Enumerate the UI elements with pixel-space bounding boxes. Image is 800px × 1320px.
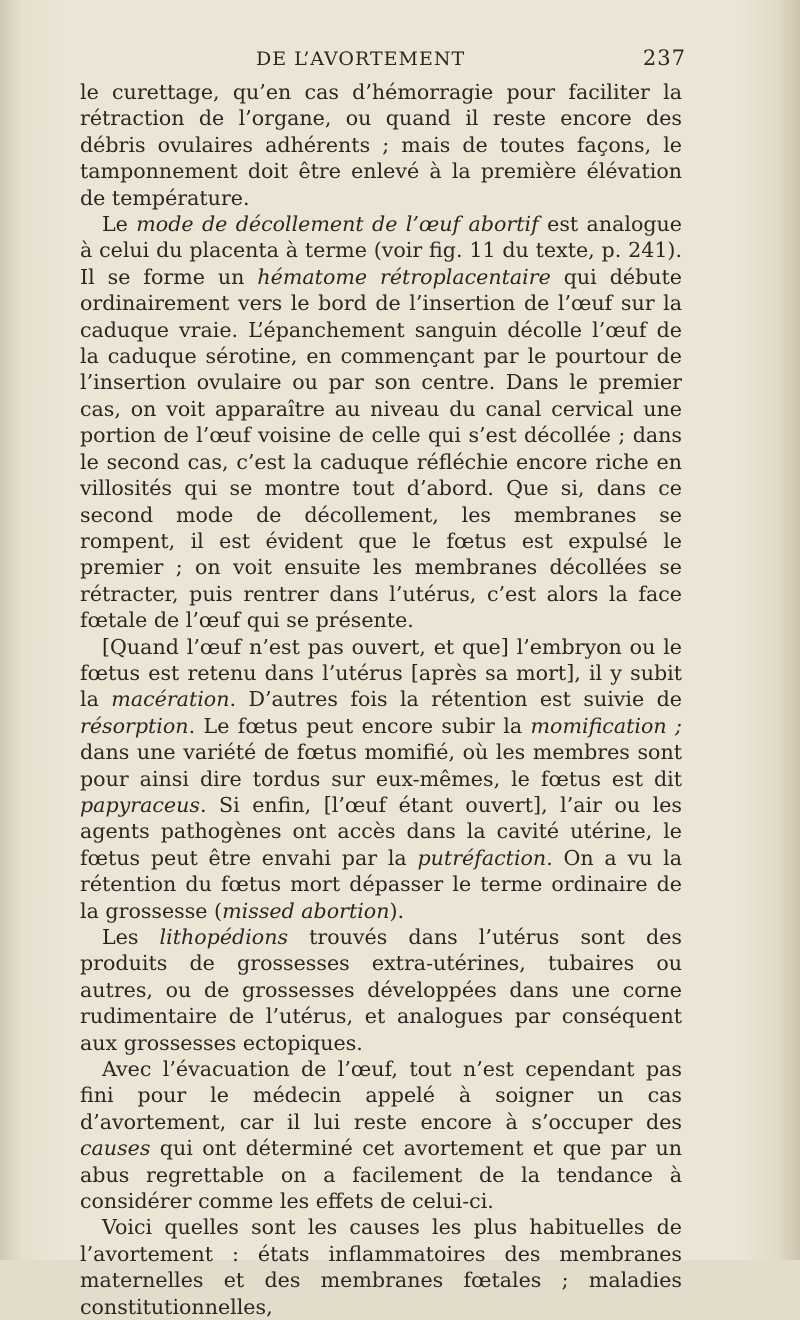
- text-run: . D’autres fois la rétention est suivie de: [229, 687, 682, 712]
- paragraph: [80, 634, 682, 924]
- italic-term: lithopédions: [159, 925, 289, 949]
- text-run: dans une variété de fœtus momifié, où les membres sont pour ainsi dire tordus sur eux-mêmes, le fœtus est dit: [80, 740, 682, 791]
- running-title: DE L’AVORTEMENT: [256, 48, 466, 70]
- italic-term: papyraceus: [80, 792, 200, 817]
- text-run: . On a vu la rétention du fœtus mort dépasser le terme ordinaire de la grossesse (: [80, 845, 683, 923]
- page-number: 237: [642, 46, 686, 70]
- italic-term: missed abortion: [222, 898, 390, 923]
- text-run: trouvés dans l’utérus sont des produits de grossesses extra-utérines, tubaires ou autres, ou de grossesses développées dans une corne rudimentaire de l’utérus, et analogues par conséquent aux grossesses ectopiques.: [80, 925, 682, 1055]
- paragraph: [80, 211, 682, 634]
- text-run: . Le fœtus peut encore subir la: [188, 713, 531, 738]
- italic-term: momification ;: [530, 713, 682, 738]
- text-run: [Quand l’œuf n’est pas ouvert, et que] l’embryon ou le fœtus est retenu dans l’utérus [après sa mort], il y subit la: [80, 634, 682, 712]
- italic-term: causes: [80, 1136, 151, 1161]
- text-run: ).: [389, 898, 405, 923]
- italic-term: putréfaction: [417, 845, 547, 870]
- italic-term: mode de décollement de l’œuf abortif: [136, 212, 539, 237]
- text-run: Le: [102, 212, 137, 237]
- paragraph: [80, 79, 682, 211]
- italic-term: résorption: [80, 713, 189, 738]
- text-run: qui ont déterminé cet avortement et que par un abus regrettable on a facilement de la tendance à considérer comme les effets de celui-ci.: [80, 1136, 682, 1214]
- text-run: Voici quelles sont les causes les plus habituelles de l’avortement : états inflammatoires des membranes maternelles et des membranes fœtales ; maladies constitutionnelles,: [80, 1215, 682, 1319]
- italic-term: macération: [111, 687, 230, 712]
- text-run: est analogue à celui du placenta à terme (voir fig. 11 du texte, p. 241). Il se forme un: [80, 212, 682, 289]
- paragraph: [80, 1056, 682, 1214]
- text-run: le curettage, qu’en cas d’hémorragie pour faciliter la rétraction de l’organe, ou quand il reste encore des débris ovulaires adhérents ; mais de toutes façons, le tamponnement doit être enlevé à la première élévation de température.: [80, 80, 682, 210]
- paragraph: [80, 924, 682, 1056]
- text-run: . Si enfin, [l’œuf étant ouvert], l’air ou les agents pathogènes ont accès dans la cavité utérine, le fœtus peut être envahi par la: [80, 792, 682, 870]
- text-run: Avec l’évacuation de l’œuf, tout n’est cependant pas fini pour le médecin appelé à soigner un cas d’avortement, car il lui reste encore à s’occuper des: [80, 1057, 682, 1134]
- text-run: Les: [102, 925, 160, 949]
- body-text: [80, 79, 682, 1320]
- italic-term: hématome rétroplacentaire: [257, 264, 551, 289]
- running-header: [80, 44, 686, 78]
- text-run: qui débute ordinairement vers le bord de l’insertion de l’œuf sur la caduque vraie. L’épanchement sanguin décolle l’œuf de la caduque sérotine, en commençant par le pourtour de l’insertion ovulaire ou par son centre. Dans le premier cas, on voit apparaître au niveau du canal cervical une portion de l’œuf voisine de celle qui s’est décollée ; dans le second cas, c’est la caduque réfléchie encore riche en villosités qui se montre tout d’abord. Que si, dans ce second mode de décollement, les membranes se rompent, il est évident que le fœtus est expulsé le premier ; on voit ensuite les membranes décollées se rétracter, puis rentrer dans l’utérus, c’est alors la face fœtale de l’œuf qui se présente.: [80, 264, 682, 633]
- paragraph: [80, 1214, 682, 1320]
